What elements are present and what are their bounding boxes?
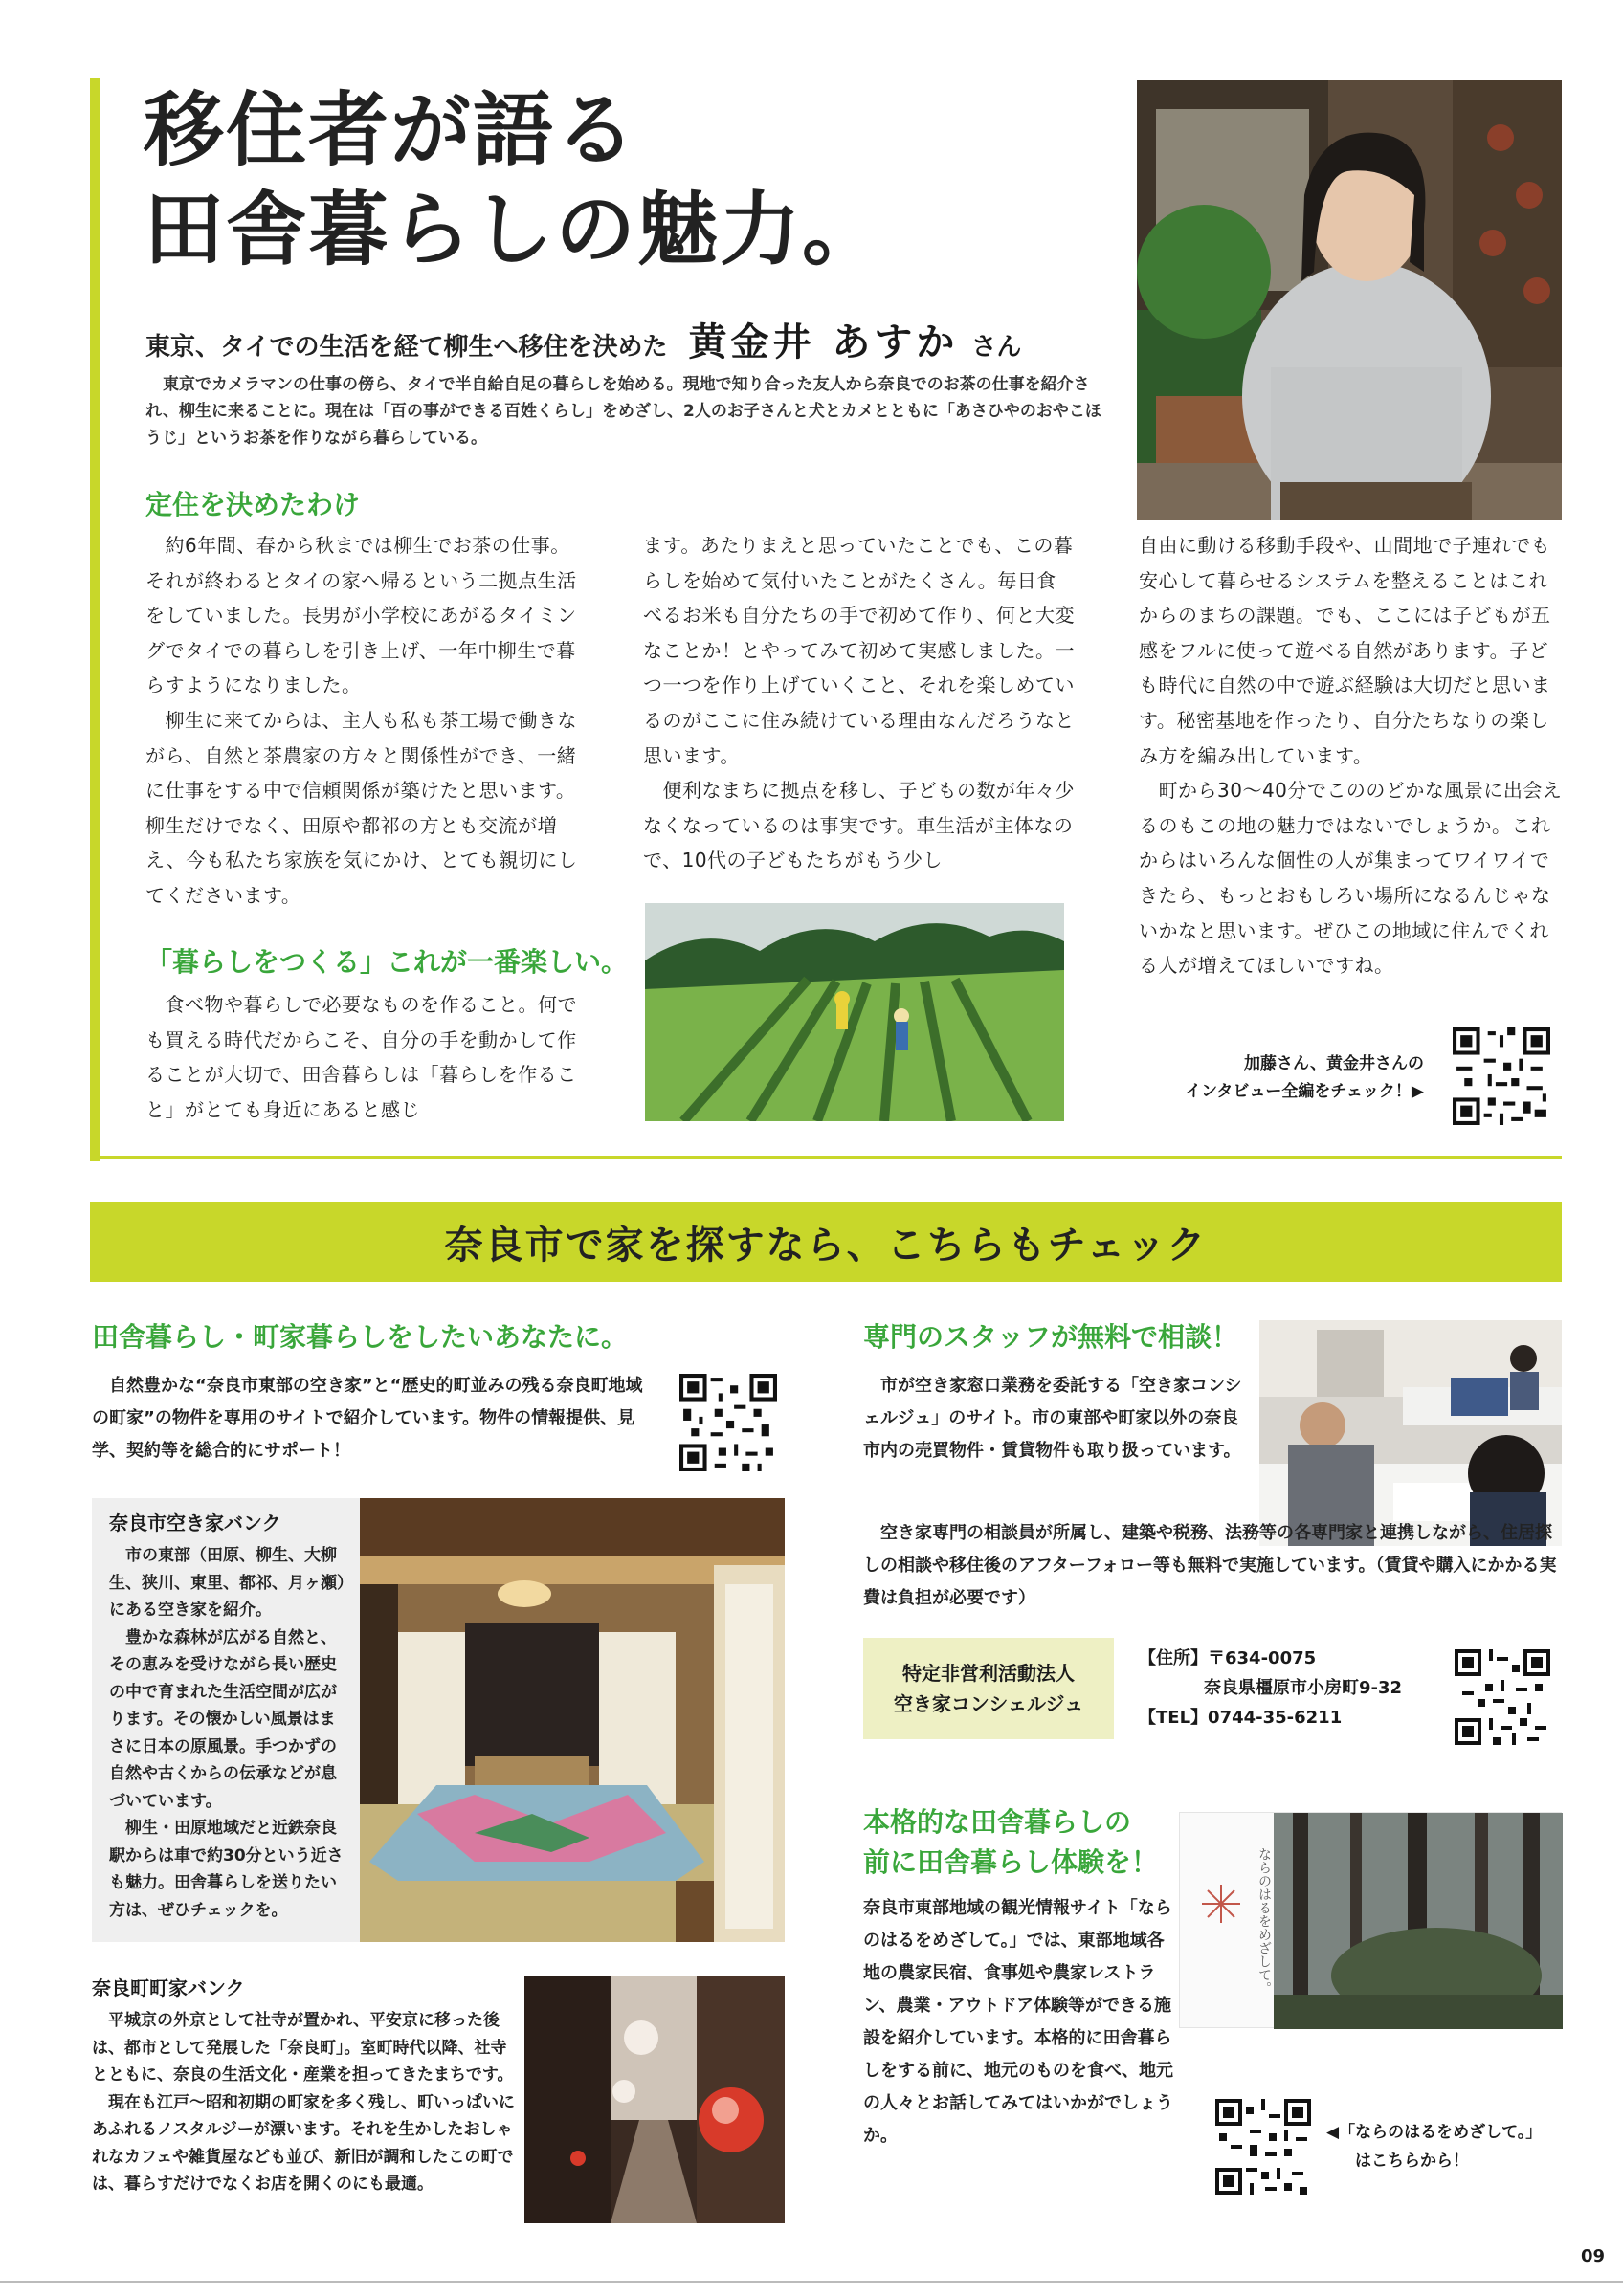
heading-making-life: 「暮らしをつくる」これが一番楽しい。 <box>145 946 629 978</box>
narahara-qr-code[interactable] <box>1215 2099 1311 2195</box>
machiya-bank-title: 奈良町町家バンク <box>92 1976 245 1999</box>
interview-link[interactable] <box>1175 1050 1424 1106</box>
address-postal: 【住所】〒634-0075 <box>1139 1648 1317 1668</box>
article-column-3: 自由に動ける移動手段や、山間地で子連れでも安心して暮らせるシステムを整えることはこれからのまちの課題。でも、ここには子どもが五感をフルに使って遊べる自然があります。子ども時代に自然の中で遊ぶ経験は大切だと思います。秘密基地を作ったり、自分たちなりの楽しみ方を編み出しています。 町から30〜40分でこののどかな風景に出会えるのもこの地の魅力ではないでしょうか。これからはいろんな個性の人が集まってワイワイできたら、もっとおもしろい場所になるんじゃないかなと思います。ぜひこの地域に住んでくれる人が増えてほしいですね。 <box>1139 534 1563 978</box>
byline <box>145 312 1112 366</box>
consult-text-2: 空き家専門の相談員が所属し、建築や税務、法務等の各専門家と連携しながら、住居探しの相談や移住後のアフターフォロー等も無料で実施しています。（賃貸や購入にかかる実費は負担が必要です） <box>863 1523 1557 1608</box>
tea-field-photo <box>645 903 1064 1121</box>
machiya-bank-text: 平城京の外京として社寺が置かれ、平安京に移った後は、都市として発展した「奈良町」。室町時代以降、社寺とともに、奈良の生活文化・産業を担ってきたまちです。 現在も江戸〜昭和初期の町家を多く残し、町いっぱいにあふれるノスタルジーが漂います。それを生かしたおしゃれなカフェや雑貨屋なども並び、新旧が調和したこの町では、暮らすだけでなくお店を開くのにも最適。 <box>92 2011 515 2194</box>
byline-subtitle: 東京、タイでの生活を経て柳生へ移住を決めた <box>145 333 668 362</box>
article-column-2: ます。あたりまえと思っていたことでも、この暮らしを始めて気付いたことがたくさん。毎日食べるお米も自分たちの手で初めて作り、何と大変なことか！とやってみて初めて実感しました。一つ一つを作り上げていくこと、それを楽しめているのがここに住み続けている理由なんだろうなと思います。 便利なまちに拠点を移し、子どもの数が年々少なくなっているのは事実です。車生活が主体なので、10代の子どもたちがもう少し <box>643 534 1075 872</box>
experience-heading-line-2: 前に田舎暮らし体験を！ <box>863 1846 1159 1878</box>
person-name: 黄金井 あすか <box>688 320 959 364</box>
org-name-line-1: 特定非営利活動法人 <box>902 1662 1075 1685</box>
title-line-1: 移住者が語る <box>144 83 638 177</box>
org-label-box <box>863 1638 1114 1739</box>
brochure-logo-icon <box>1197 1880 1245 1928</box>
right-heading-experience <box>863 1802 1158 1883</box>
consultation-photo <box>1259 1320 1562 1546</box>
brochure-title: ならのはるをめざして。 <box>1256 1847 1272 1995</box>
article-column-1: 約6年間、春から秋までは柳生でお茶の仕事。それが終わるとタイの家へ帰るという二拠点生活をしていました。長男が小学校にあがるタイミングでタイでの暮らしを引き上げ、一年中柳生で暮らすようになりました。 柳生に来てからは、主人も私も茶工場で働きながら、自然と茶農家の方々と関係性ができ、一緒に仕事をする中で信頼関係が築けたと思います。柳生だけでなく、田原や都祁の方とも交流が増え、今も私たち家族を気にかけ、とても親切にしてくださいます。 <box>145 534 578 907</box>
feature-frame-left <box>90 78 100 1161</box>
title-line-2: 田舎暮らしの魅力。 <box>144 183 885 276</box>
page-title <box>144 80 1101 279</box>
telephone[interactable]: 【TEL】0744-35-6211 <box>1139 1708 1343 1728</box>
org-contact <box>1139 1644 1445 1733</box>
akiya-bank-title: 奈良市空き家バンク <box>109 1512 281 1534</box>
article-column-1b: 食べ物や暮らしで必要なものを作ること。何でも買える時代だからこそ、自分の手を動かして作ることが大切で、田舎暮らしは「暮らしを作ること」がとても身近にあると感じ <box>145 993 577 1121</box>
feature-frame-bottom <box>90 1156 1562 1159</box>
concierge-qr-code[interactable] <box>1455 1649 1550 1745</box>
experience-heading-line-1: 本格的な田舎暮らしの <box>863 1806 1132 1838</box>
akiya-site-qr-code[interactable] <box>679 1374 777 1471</box>
site-link-line-2: はこちらから！ <box>1355 2152 1469 2171</box>
intro-text: 東京でカメラマンの仕事の傍ら、タイで半自給自足の暮らしを始める。現地で知り合った友人から奈良でのお茶の仕事を紹介され、柳生に来ることに。現在は「百の事ができる百姓くらし」をめざし、2人のお子さんと犬とカメとともに「あさひやのおやこほうじ」というお茶を作りながら暮らしている。 <box>145 375 1101 448</box>
brochure-cover <box>1179 1812 1562 2028</box>
consult-text: 市が空き家窓口業務を委託する「空き家コンシェルジュ」のサイト。市の東部や町家以外の奈良市内の売買物件・賃貸物件も取り扱っています。 <box>863 1376 1242 1461</box>
portrait-photo <box>1137 80 1562 520</box>
naramachi-street-photo <box>524 1976 785 2223</box>
interview-link-line-2: インタビュー全編をチェック！▶ <box>1185 1082 1424 1101</box>
forest-photo <box>1274 1813 1563 2029</box>
address-street: 奈良県橿原市小房町9-32 <box>1204 1678 1403 1698</box>
experience-text: 奈良市東部地域の観光情報サイト「ならのはるをめざして。」では、東部地域各地の農家民宿、食事処や農家レストラン、農業・アウトドア体験等ができる施設を紹介しています。本格的に田舎暮らしをする前に、地元のものを食べ、地元の人々とお話してみてはいかがでしょうか。 <box>863 1898 1173 2146</box>
section-banner <box>90 1202 1562 1282</box>
banner-text: 奈良市で家を探すなら、こちらもチェック <box>444 1223 1208 1268</box>
interview-qr-code[interactable] <box>1453 1027 1550 1125</box>
narahara-site-link[interactable] <box>1326 2118 1556 2175</box>
left-intro: 自然豊かな“奈良市東部の空き家”と“歴史的町並みの残る奈良町地域の町家”の物件を専用のサイトで紹介しています。物件の情報提供、見学、契約等を総合的にサポート！ <box>92 1376 643 1461</box>
honorific: さん <box>971 333 1022 362</box>
japanese-room-photo <box>360 1498 785 1942</box>
heading-reason: 定住を決めたわけ <box>145 489 361 520</box>
site-link-line-1: ◀「ならのはるをめざして。」 <box>1326 2123 1543 2142</box>
left-heading: 田舎暮らし・町家暮らしをしたいあなたに。 <box>92 1321 629 1353</box>
akiya-bank-text: 市の東部（田原、柳生、大柳生、狭川、東里、都祁、月ヶ瀬）にある空き家を紹介。 豊かな森林が広がる自然と、その恵みを受けながら長い歴史の中で育まれた生活空間が広がります。その懐かしい風景はまさに日本の原風景。手つかずの自然や古くからの伝承などが息づいています。 柳生・田原地域だと近鉄奈良駅からは車で約30分という近さも魅力。田舎暮らしを送りたい方は、ぜひチェックを。 <box>109 1546 345 1920</box>
right-heading-consult: 専門のスタッフが無料で相談！ <box>863 1321 1239 1353</box>
interview-link-line-1: 加藤さん、黄金井さんの <box>1243 1054 1424 1073</box>
footer-rule <box>0 2281 1623 2283</box>
page-number: 09 <box>1581 2246 1606 2266</box>
org-name-line-2: 空き家コンシェルジュ <box>893 1692 1084 1715</box>
